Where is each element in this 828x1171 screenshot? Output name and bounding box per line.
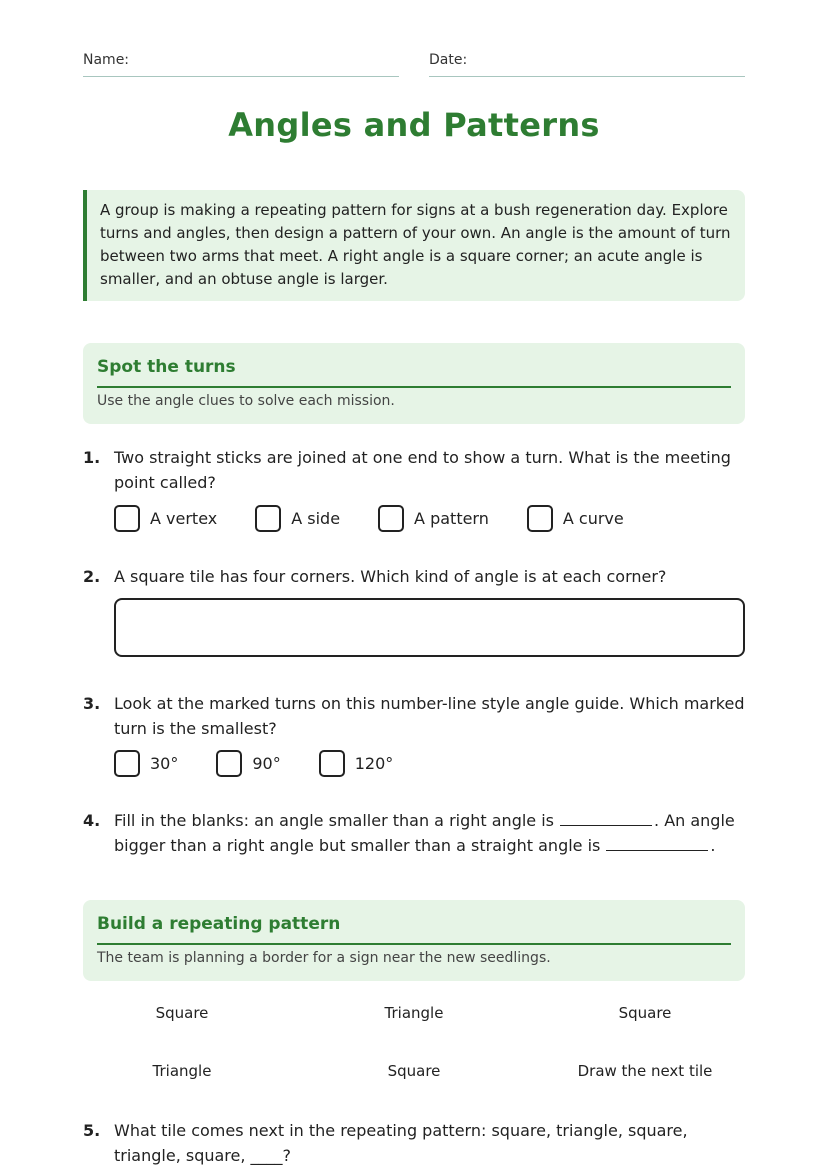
checkbox[interactable] — [114, 505, 140, 532]
fill-in-blank-1[interactable] — [560, 808, 652, 826]
question-number: 1. — [83, 448, 101, 467]
checkbox[interactable] — [319, 750, 345, 777]
section-title: Build a repeating pattern — [97, 914, 341, 934]
option-90-degrees[interactable] — [216, 750, 280, 777]
section-divider — [97, 943, 731, 945]
option-a-curve[interactable] — [527, 505, 624, 532]
pattern-tile-draw-next[interactable]: Draw the next tile — [577, 1062, 713, 1080]
checkbox[interactable] — [255, 505, 281, 532]
q3-options — [114, 749, 393, 777]
checkbox[interactable] — [216, 750, 242, 777]
option-a-side[interactable] — [255, 505, 340, 532]
question-text-part-3: . — [710, 836, 716, 855]
question-text-part-1: Fill in the blanks: an angle smaller than a right angle is — [114, 811, 555, 830]
date-label: Date: — [429, 52, 468, 68]
checkbox[interactable] — [114, 750, 140, 777]
intro-panel — [83, 190, 745, 301]
question-text: What tile comes next in the repeating pattern: square, triangle, square, triangle, square, ____? — [114, 1121, 688, 1165]
question-number: 4. — [83, 811, 101, 830]
answer-box[interactable] — [114, 598, 745, 657]
section-build-a-repeating-pattern — [83, 900, 745, 981]
section-description: The team is planning a border for a sign near the new seedlings. — [97, 950, 551, 966]
section-spot-the-turns — [83, 343, 745, 424]
option-label: 30° — [150, 753, 179, 773]
pattern-tile: Triangle — [152, 1062, 212, 1080]
question-number: 3. — [83, 694, 101, 713]
section-description: Use the angle clues to solve each mission. — [97, 393, 395, 409]
name-label: Name: — [83, 52, 130, 68]
name-field[interactable] — [83, 52, 399, 77]
option-label: A pattern — [414, 508, 489, 528]
option-label: 90° — [252, 753, 281, 773]
fill-in-blank-2[interactable] — [606, 833, 708, 851]
option-30-degrees[interactable] — [114, 750, 178, 777]
section-title: Spot the turns — [97, 357, 236, 377]
option-a-vertex[interactable] — [114, 505, 217, 532]
question-text: Look at the marked turns on this number-line style angle guide. Which marked turn is the smallest? — [114, 694, 745, 738]
pattern-tile: Square — [155, 1004, 209, 1022]
checkbox[interactable] — [527, 505, 553, 532]
pattern-tile: Triangle — [384, 1004, 444, 1022]
question-text: Two straight sticks are joined at one end to show a turn. What is the meeting point called? — [114, 448, 731, 492]
option-120-degrees[interactable] — [319, 750, 394, 777]
question-text: A square tile has four corners. Which kind of angle is at each corner? — [114, 567, 667, 586]
date-field[interactable] — [429, 52, 745, 77]
question-number: 2. — [83, 567, 101, 586]
intro-text: A group is making a repeating pattern for signs at a bush regeneration day. Explore turns and angles, then design a pattern of your own. An angle is the amount of turn between two arms that meet. A right angle is a square corner; an acute angle is smaller, and an obtuse angle is larger. — [100, 201, 731, 288]
option-label: A vertex — [150, 508, 218, 528]
checkbox[interactable] — [378, 505, 404, 532]
option-a-pattern[interactable] — [378, 505, 489, 532]
option-label: A curve — [562, 508, 624, 528]
section-divider — [97, 386, 731, 388]
pattern-tile: Square — [618, 1004, 672, 1022]
question-text-part-2: . An angle bigger than a right angle but smaller than a straight angle is — [114, 811, 735, 855]
page-title: Angles and Patterns — [228, 106, 600, 144]
option-label: 120° — [354, 753, 394, 773]
question-number: 5. — [83, 1121, 101, 1140]
pattern-tile: Square — [387, 1062, 441, 1080]
q1-options — [114, 504, 624, 532]
header-fields — [83, 52, 745, 78]
question-text — [114, 808, 745, 858]
option-label: A side — [291, 508, 341, 528]
